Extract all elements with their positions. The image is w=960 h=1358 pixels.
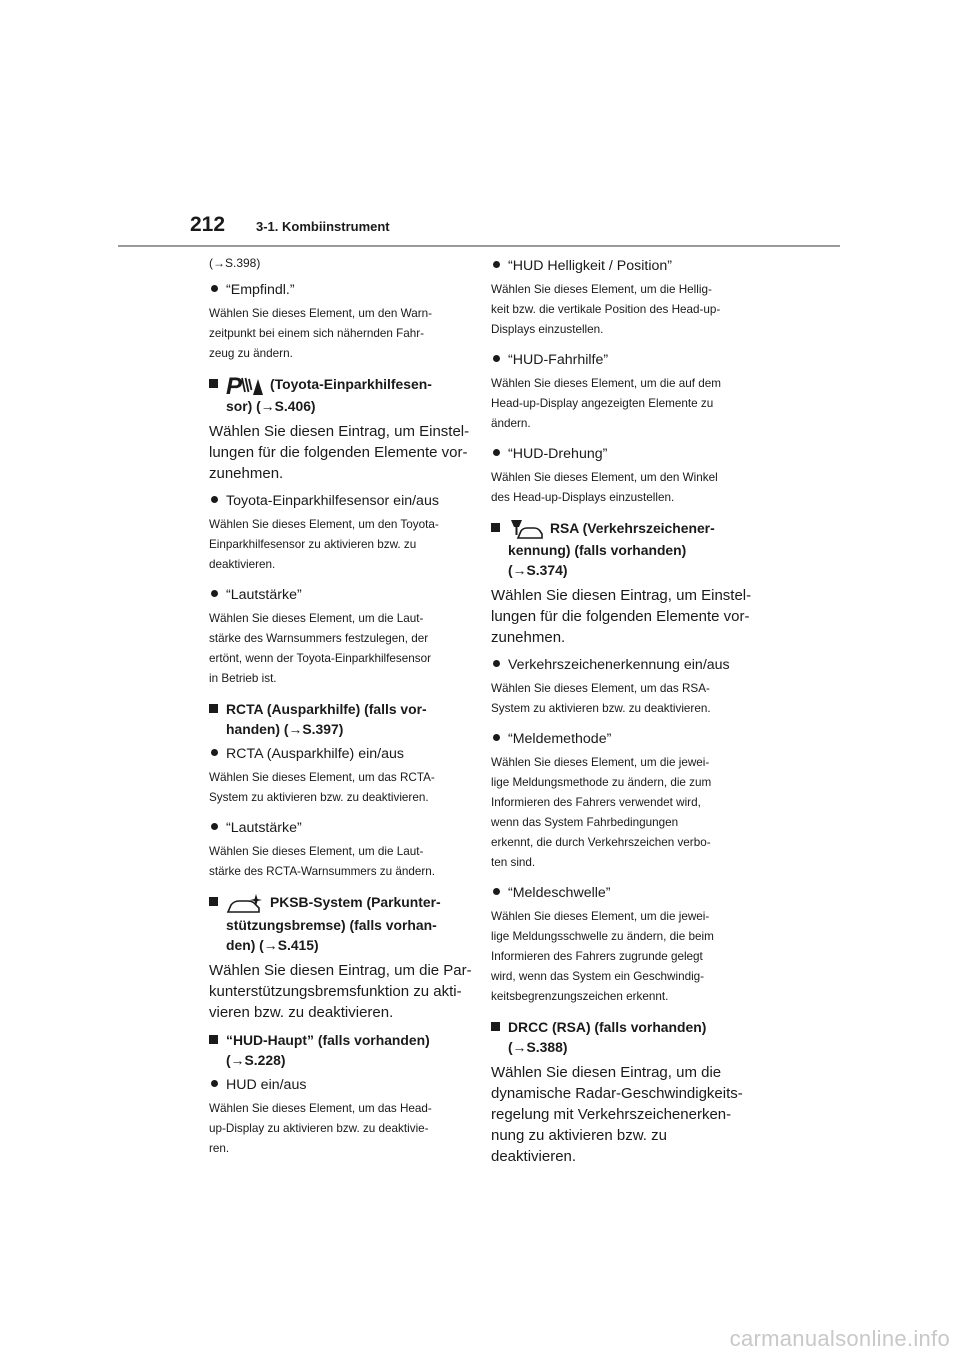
bullet-label: “Meldemethode” [508, 731, 612, 748]
body-line: kunterstützungsbremsfunktion zu akti- [209, 982, 462, 1000]
bullet-item [491, 883, 753, 903]
desc-line: erkennt, die durch Verkehrszeichen verbo- [491, 836, 711, 850]
item-description [209, 515, 471, 575]
heading-line: den) (→S.415) [226, 936, 319, 953]
desc-line: keitsbegrenzungszeichen erkennt. [491, 990, 669, 1004]
bullet-item [491, 350, 753, 370]
item-description [209, 1099, 471, 1159]
desc-line: ändern. [491, 417, 531, 430]
body-line: zunehmen. [209, 465, 284, 483]
bullet-item [491, 729, 753, 749]
body-line: zunehmen. [491, 629, 566, 647]
road-sign-icon [508, 518, 544, 540]
desc-line: stärke des Warnsummers festzulegen, der [209, 632, 429, 646]
section-heading [209, 374, 471, 416]
bullet-item [209, 1075, 471, 1095]
desc-line: System zu aktivieren bzw. zu deaktivieren. [209, 791, 429, 805]
desc-line: Informieren des Fahrers zugrunde gelegt [491, 950, 703, 964]
bullet-dot [211, 1080, 218, 1087]
desc-line: Informieren des Fahrers verwendet wird, [491, 796, 701, 810]
desc-line: zeug zu ändern. [209, 347, 293, 360]
heading-line: “HUD-Haupt” (falls vorhanden) [226, 1031, 430, 1048]
right-column [491, 256, 753, 1174]
heading-marker [209, 704, 218, 713]
bullet-label: Verkehrszeichenerkennung ein/aus [508, 657, 730, 674]
heading-line: (→S.228) [226, 1051, 286, 1068]
body-line: Wählen Sie diesen Eintrag, um die Par- [209, 961, 472, 979]
body-paragraph [491, 1062, 753, 1167]
desc-line: stärke des RCTA-Warnsummers zu ändern. [209, 865, 436, 879]
body-line: deaktivieren. [491, 1148, 577, 1166]
bullet-dot [211, 285, 218, 292]
desc-line: up-Display zu aktivieren bzw. zu deaktivie- [209, 1121, 429, 1135]
heading-line [508, 518, 715, 540]
bullet-label: “Lautstärke” [226, 587, 302, 604]
bullet-dot [211, 823, 218, 830]
desc-line: Wählen Sie dieses Element, um das RSA- [491, 682, 710, 696]
heading-line [226, 892, 441, 914]
item-description [491, 374, 753, 434]
heading-marker [209, 1035, 218, 1044]
body-line: lungen für die folgenden Elemente vor- [491, 608, 750, 626]
heading-line: DRCC (RSA) (falls vorhanden) [508, 1019, 707, 1036]
bullet-item [209, 744, 471, 764]
heading-line: sor) (→S.406) [226, 398, 316, 415]
left-column [209, 256, 471, 1169]
heading-marker [491, 523, 500, 532]
desc-line: wird, wenn das System ein Geschwindig- [491, 970, 705, 984]
desc-line: ertönt, wenn der Toyota-Einparkhilfesensor [209, 652, 431, 666]
desc-line: Head-up-Display angezeigten Elemente zu [491, 397, 714, 410]
item-description [209, 768, 471, 808]
bullet-item [491, 256, 753, 276]
section-heading [491, 1017, 753, 1057]
desc-line: zeitpunkt bei einem sich nähernden Fahr- [209, 327, 425, 340]
body-paragraph [209, 960, 471, 1023]
desc-line: Wählen Sie dieses Element, um den Toyota- [209, 518, 439, 532]
watermark: carmanualsonline.info [729, 1326, 950, 1351]
bullet-item [209, 585, 471, 605]
heading-line: handen) (→S.397) [226, 721, 344, 738]
section-heading [209, 699, 471, 739]
bullet-label: “Empfindl.” [226, 282, 295, 298]
bullet-item [209, 818, 471, 838]
heading-line: kennung) (falls vorhanden) [508, 542, 687, 559]
item-description [209, 609, 471, 689]
bullet-dot [493, 660, 500, 667]
bullet-item [491, 444, 753, 464]
desc-line: lige Meldungsmethode zu ändern, die zum [491, 776, 712, 790]
heading-line: (→S.388) [508, 1039, 568, 1056]
item-description [209, 304, 471, 364]
section-title: 3-1. Kombiinstrument [256, 219, 390, 234]
desc-line: Wählen Sie dieses Element, um das RCTA- [209, 771, 435, 785]
bullet-dot [211, 590, 218, 597]
desc-line: Wählen Sie dieses Element, um die Hellig- [491, 283, 712, 296]
body-line: nung zu aktivieren bzw. zu [491, 1127, 667, 1145]
section-heading [209, 1030, 471, 1070]
desc-line: deaktivieren. [209, 558, 276, 572]
bullet-label: “HUD Helligkeit / Position” [508, 258, 672, 274]
bullet-dot [493, 355, 500, 362]
section-heading [491, 518, 753, 580]
bullet-dot [493, 888, 500, 895]
body-line: regelung mit Verkehrszeichenerken- [491, 1106, 732, 1124]
bullet-label: “Meldeschwelle” [508, 885, 611, 902]
body-line: Wählen Sie diesen Eintrag, um die [491, 1064, 722, 1082]
body-paragraph [491, 585, 753, 648]
body-line: Wählen Sie diesen Eintrag, um Einstel- [209, 423, 470, 441]
heading-marker [491, 1022, 500, 1031]
bullet-label: RCTA (Ausparkhilfe) ein/aus [226, 746, 404, 763]
item-description [491, 753, 753, 873]
desc-line: keit bzw. die vertikale Position des Head-up- [491, 303, 721, 316]
desc-line: Einparkhilfesensor zu aktivieren bzw. zu [209, 538, 417, 552]
bullet-item [491, 655, 753, 675]
desc-line: in Betrieb ist. [209, 672, 277, 686]
bullet-label: “HUD-Drehung” [508, 446, 608, 462]
section-heading [209, 892, 471, 954]
item-description [491, 907, 753, 1007]
bullet-label: HUD ein/aus [226, 1076, 307, 1093]
desc-line: Wählen Sie dieses Element, um die auf dem [491, 377, 721, 390]
desc-line: ten sind. [491, 856, 536, 870]
bullet-dot [211, 496, 218, 503]
body-line: dynamische Radar-Geschwindigkeits- [491, 1085, 743, 1103]
heading-line: (→S.374) [508, 562, 568, 579]
item-description [491, 280, 753, 340]
desc-line: Displays einzustellen. [491, 323, 604, 336]
heading-marker [209, 379, 218, 388]
desc-line: Wählen Sie dieses Element, um die Laut- [209, 845, 424, 859]
desc-line: wenn das System Fahrbedingungen [491, 816, 679, 830]
item-description [209, 842, 471, 882]
heading-line: RCTA (Ausparkhilfe) (falls vor- [226, 701, 427, 718]
bullet-dot [493, 449, 500, 456]
heading-text: RSA (Verkehrszeichener- [550, 520, 715, 536]
desc-line: Wählen Sie dieses Element, um das Head- [209, 1101, 432, 1115]
desc-line: Wählen Sie dieses Element, um den Warn- [209, 307, 433, 320]
heading-marker [209, 897, 218, 906]
bullet-label: “HUD-Fahrhilfe” [508, 352, 609, 368]
bullet-dot [211, 749, 218, 756]
body-line: lungen für die folgenden Elemente vor- [209, 444, 468, 462]
bullet-dot [493, 261, 500, 268]
bullet-dot [493, 734, 500, 741]
heading-text: PKSB-System (Parkunter- [270, 894, 441, 911]
bullet-item [209, 280, 471, 300]
desc-line: System zu aktivieren bzw. zu deaktivieren. [491, 702, 711, 716]
body-paragraph [209, 421, 471, 484]
item-description [491, 679, 753, 719]
heading-line [226, 374, 432, 396]
bullet-item [209, 491, 471, 511]
desc-line: ren. [209, 1141, 230, 1155]
bullet-label: Toyota-Einparkhilfesensor ein/aus [226, 493, 439, 510]
desc-line: Wählen Sie dieses Element, um den Winkel [491, 471, 718, 484]
bullet-label: “Lautstärke” [226, 820, 302, 837]
page-number: 212 [190, 213, 226, 236]
header-rule [118, 245, 840, 247]
desc-line: Wählen Sie dieses Element, um die jewei- [491, 756, 710, 770]
desc-line: Wählen Sie dieses Element, um die Laut- [209, 612, 424, 626]
body-line: Wählen Sie diesen Eintrag, um Einstel- [491, 587, 752, 605]
desc-line: Wählen Sie dieses Element, um die jewei- [491, 910, 710, 924]
reference-link[interactable]: (→S.398) [209, 256, 261, 270]
desc-line: lige Meldungsschwelle zu ändern, die beim [491, 930, 714, 944]
svg-text:P: P [226, 374, 243, 397]
body-line: vieren bzw. zu deaktivieren. [209, 1003, 394, 1021]
parking-sensor-icon [226, 374, 264, 396]
desc-line: des Head-up-Displays einzustellen. [491, 491, 675, 504]
pksb-icon [226, 893, 264, 915]
heading-text: (Toyota-Einparkhilfesen- [270, 376, 432, 392]
item-description [491, 468, 753, 508]
heading-line: stützungsbremse) (falls vorhan- [226, 916, 437, 933]
